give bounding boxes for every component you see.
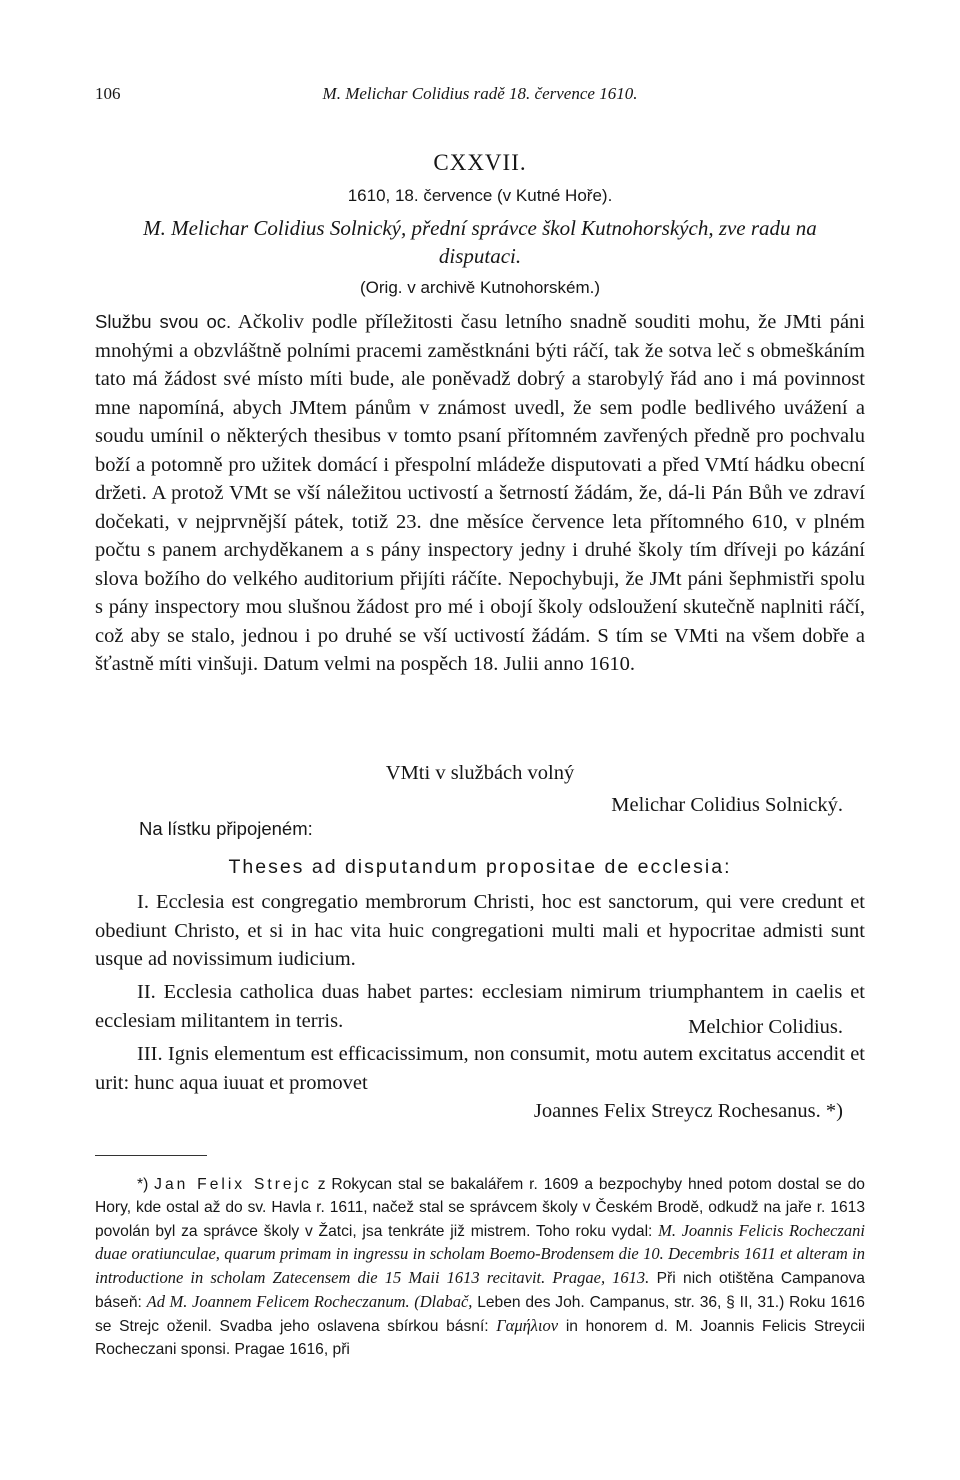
thesis-signature: Joannes Felix Streycz Rochesanus. *)	[533, 1100, 843, 1122]
document-heading: M. Melichar Colidius Solnický, přední správce škol Kutnohorských, zve radu na disputaci.	[143, 216, 817, 268]
document-number: CXXVII.	[433, 150, 527, 175]
letter-signature: Melichar Colidius Solnický.	[611, 794, 843, 816]
footnote-text: Při nich otištěna Campanova báseň:	[95, 1270, 865, 1311]
footnote-title: Γαμήλιον	[496, 1315, 559, 1335]
thesis-text: III. Ignis elementum est efficacissimum, non consumit, motu autem excitatus accendit et urit: hunc aqua iuuat et promovet	[95, 1043, 865, 1094]
page-header	[95, 84, 865, 108]
letter-body	[95, 308, 865, 679]
footnote-marker: *)	[137, 1176, 149, 1193]
footnote-title: M. Joannis Felicis Rocheczani duae oratiunculae, quarum primam in ingressu in scholam Boemo-Brodensem die 10. Decembris 1611 et alteram in introductione in scholam Zatecensem die 15 Maii 1613 recitavit. Pragae, 1613.	[95, 1220, 865, 1288]
document-date: 1610, 18. července (v Kutné Hoře).	[347, 186, 613, 205]
thesis-signature: Melchior Colidius.	[688, 1015, 843, 1038]
thesis-2	[95, 978, 865, 1041]
thesis-paragraph	[95, 978, 865, 1038]
thesis-3	[95, 1040, 865, 1097]
thesis-text: II. Ecclesia catholica duas habet partes: ecclesiam nimirum triumphantem in caelis et ecclesiam militantem in terris.	[95, 981, 865, 1032]
footnote-text: z Rokycan stal se bakalářem r. 1609 a bezpochyby hned potom dostal se do Hory, kde ostal až do sv. Havla r. 1611, načež stal se správcem školy v Českém Brodě, odkudž na jaře r. 1613 povolán byl za správce školy v Žatci, jsa tenkráte již mistrem. Toho roku vydal:	[95, 1176, 865, 1240]
footnote-title: Ad M. Joannem Felicem Rocheczanum. (Dlabač,	[146, 1291, 473, 1311]
letter-paragraph	[95, 308, 865, 679]
running-title: M. Melichar Colidius radě 18. července 1610.	[322, 84, 638, 103]
attachment-note: Na lístku připojeném:	[139, 818, 313, 839]
footnote-divider	[95, 1155, 207, 1156]
footnote	[95, 1174, 865, 1361]
page-number: 106	[95, 84, 121, 103]
footnote-paragraph	[95, 1174, 865, 1361]
thesis-1	[95, 888, 865, 974]
letter-opening: Službu svou oc.	[95, 311, 232, 332]
thesis-text: I. Ecclesia est congregatio membrorum Christi, hoc est sanctorum, qui vere credunt et obediunt Christo, et si in hac vita huic congregationi multi mali et hypocritae admisti sunt usque ad novissimum iudicium.	[95, 891, 865, 970]
document-source: (Orig. v archivě Kutnohorském.)	[360, 278, 600, 297]
letter-text: Ačkoliv podle příležitosti času letního snadně souditi mohu, že JMti páni mnohými a obzvláštně polními pracemi zaměstknáni býti ráčí, tak že sotva leč s obmeškáním tato má žádost své místo míti bude, ale poněvadž dobrý a starobylý řád ano i má povinnost mne napomíná, abych JMtem pánům v známost uvedl, že sem podle bedlivého uvážení a soudu umínil o některých thesibus v tomto psaní přítomném zavřených předně pro pochvalu boží a potomně pro užitek domácí i přespolní mládeže disputovati a před VMtí hádku obecní držeti. A protož VMt se vší náležitou uctivostí a šetrností žádám, že, dá-li Pán Bůh ve zdraví dočekati, v nejprvnější pátek, totiž 23. dne měsíce července leta přítomného 610, v plném počtu s panem archyděkanem a s pány inspectory jedny i druhé školy tím dříveji po kázání slova božího do velkého auditorium přijíti ráčíte. Nepochybuji, že JMt páni šephmistři spolu s pány inspectory mou slušnou žádost pro mé i obojí školy odsloužení skutečně naplniti ráčí, což aby se stalo, jednou i po druhé se vší uctivostí žádám. S tím se VMti na všem dobře a šťastně míti vinšuji. Datum velmi na pospěch 18. Julii anno 1610.	[95, 311, 865, 675]
footnote-text: in honorem d. M. Joannis Felicis Streycii Rocheczani sponsi. Pragae 1616, při	[95, 1317, 865, 1358]
closing-formula: VMti v službách volný	[385, 762, 575, 784]
theses-title: Theses ad disputandum propositae de ecclesia:	[228, 856, 732, 878]
footnote-name: Jan Felix Strejc	[154, 1176, 312, 1193]
footnote-text: Leben des Joh. Campanus, str. 36, § II, 31.) Roku 1616 se Strejc oženil. Svadba jeho oslavena sbírkou básní:	[95, 1293, 865, 1335]
